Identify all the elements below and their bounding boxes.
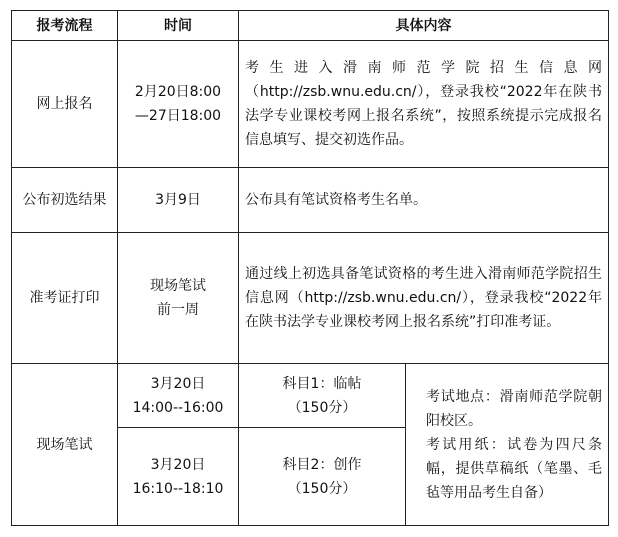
time-session-2 — [118, 428, 239, 526]
exam-location: 考试地点：滑南师范学院朝阳校区。 — [426, 388, 602, 429]
session-1-hours: 14:00--16:00 — [132, 399, 224, 416]
time-session-1 — [118, 364, 239, 428]
row-admission-ticket — [12, 233, 609, 364]
stage-admission-ticket: 准考证打印 — [12, 233, 118, 364]
stage-online-registration: 网上报名 — [12, 41, 118, 168]
content-initial-results: 公布具有笔试资格考生名单。 — [239, 167, 609, 232]
exam-note — [406, 364, 609, 526]
subject-session-1 — [239, 364, 406, 428]
row-initial-results — [12, 167, 609, 232]
time-line-start: 2月20日8:00 — [134, 83, 222, 100]
header-content: 具体内容 — [239, 11, 609, 41]
session-2-subject: 科目2：创作 — [282, 456, 362, 473]
admission-schedule-table — [11, 10, 609, 526]
time-online-registration — [118, 41, 239, 168]
time-ticket-line1: 现场笔试 — [150, 278, 206, 295]
stage-onsite-exam: 现场笔试 — [12, 364, 118, 526]
session-2-date: 3月20日 — [150, 456, 206, 473]
session-1-subject: 科目1：临帖 — [282, 375, 362, 392]
header-time: 时间 — [118, 11, 239, 41]
subject-session-2 — [239, 428, 406, 526]
time-admission-ticket — [118, 233, 239, 364]
session-2-score: （150分） — [287, 480, 357, 497]
content-online-registration: 考生进入滑南师范学院招生信息网（http://zsb.wnu.edu.cn/），登录我校“2022年在陕书法学专业课校考网上报名系统”，按照系统提示完成报名信息填写、提交初选作品。 — [239, 41, 609, 168]
row-online-registration — [12, 41, 609, 168]
header-row — [12, 11, 609, 41]
time-line-end: —27日18:00 — [134, 107, 222, 124]
exam-paper: 考试用纸：试卷为四尺条幅，提供草稿纸（笔墨、毛毡等用品考生自备） — [426, 436, 602, 501]
header-process: 报考流程 — [12, 11, 118, 41]
session-2-hours: 16:10--18:10 — [132, 480, 224, 497]
session-1-date: 3月20日 — [150, 375, 206, 392]
time-initial-results: 3月9日 — [118, 167, 239, 232]
time-ticket-line2: 前一周 — [157, 302, 199, 319]
content-admission-ticket: 通过线上初选具备笔试资格的考生进入滑南师范学院招生信息网（http://zsb.wnu.edu.cn/），登录我校“2022年在陕书法学专业课校考网上报名系统”打印准考证。 — [239, 233, 609, 364]
stage-initial-results: 公布初选结果 — [12, 167, 118, 232]
row-exam-session-1 — [12, 364, 609, 428]
session-1-score: （150分） — [287, 399, 357, 416]
